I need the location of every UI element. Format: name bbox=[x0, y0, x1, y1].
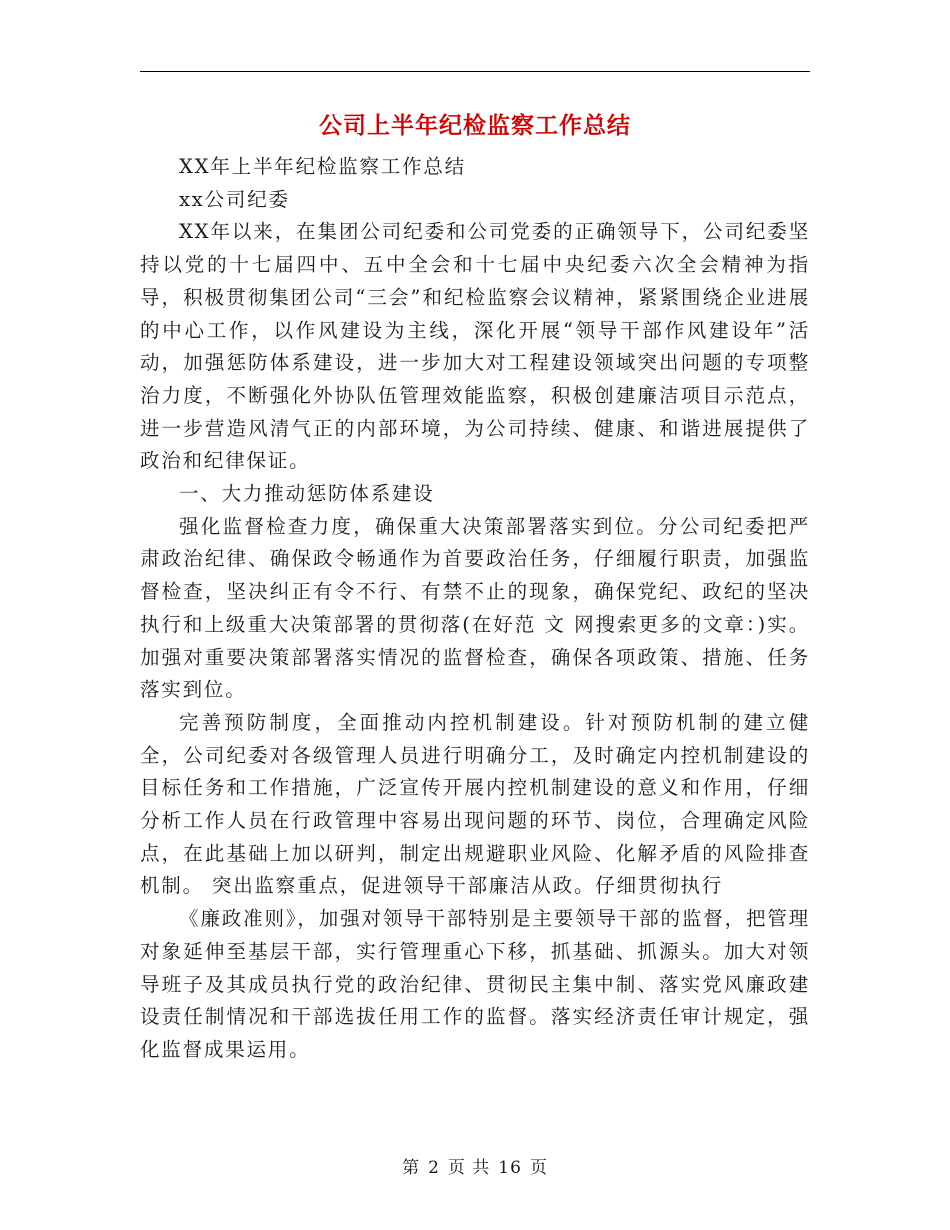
header-rule bbox=[140, 71, 810, 72]
body-paragraph: 完善预防制度，全面推动内控机制建设。针对预防机制的建立健全，公司纪委对各级管理人员进行明确分工，及时确定内控机制建设的目标任务和工作措施，广泛宣传开展内控机制建设的意义和作用，仔细分析工作人员在行政管理中容易出现问题的环节、岗位，合理确定风险点，在此基础上加以研判，制定出规避职业风险、化解矛盾的风险排查机制。 突出监察重点，促进领导干部廉洁从政。仔细贯彻执行 bbox=[140, 710, 810, 898]
subtitle-paragraph: XX年上半年纪检监察工作总结 bbox=[179, 155, 466, 178]
intro-paragraph: XX年以来，在集团公司纪委和公司党委的正确领导下，公司纪委坚持以党的十七届四中、五中全会和十七届中央纪委六次全会精神为指导，积极贯彻集团公司“三会”和纪检监察会议精神，紧紧围绕企业进展的中心工作，以作风建设为主线，深化开展“领导干部作风建设年”活动，加强惩防体系建设，进一步加大对工程建设领域突出问题的专项整治力度，不断强化外协队伍管理效能监察，积极创建廉洁项目示范点，进一步营造风清气正的内部环境，为公司持续、健康、和谐进展提供了政治和纪律保证。 bbox=[140, 220, 810, 473]
document-body bbox=[140, 151, 810, 1067]
body-paragraph: 《廉政准则》，加强对领导干部特别是主要领导干部的监督，把管理对象延伸至基层干部，实行管理重心下移，抓基础、抓源头。加大对领导班子及其成员执行党的政治纪律、贯彻民主集中制、落实党风廉政建设责任制情况和干部选拔任用工作的监督。落实经济责任审计规定，强化监督成果运用。 bbox=[140, 907, 810, 1061]
body-paragraph: 强化监督检查力度，确保重大决策部署落实到位。分公司纪委把严肃政治纪律、确保政令畅通作为首要政治任务，仔细履行职责，加强监督检查，坚决纠正有令不行、有禁不止的现象，确保党纪、政纪的坚决执行和上级重大决策部署的贯彻落(在好范 文 网搜索更多的文章：)实。加强对重要决策部署落实情况的监督检查，确保各项政策、措施、任务落实到位。 bbox=[140, 514, 810, 702]
page-label-suffix: 页 bbox=[529, 1158, 548, 1178]
page-label-mid: 页 共 bbox=[447, 1158, 491, 1178]
page-number: 2 bbox=[428, 1158, 440, 1178]
total-pages: 16 bbox=[498, 1158, 522, 1178]
section-heading: 一、大力推动惩防体系建设 bbox=[179, 482, 435, 506]
author-paragraph: xx公司纪委 bbox=[179, 187, 290, 211]
page-footer bbox=[0, 1153, 950, 1178]
document-title: 公司上半年纪检监察工作总结 bbox=[319, 113, 631, 139]
page-label-prefix: 第 bbox=[402, 1158, 421, 1178]
